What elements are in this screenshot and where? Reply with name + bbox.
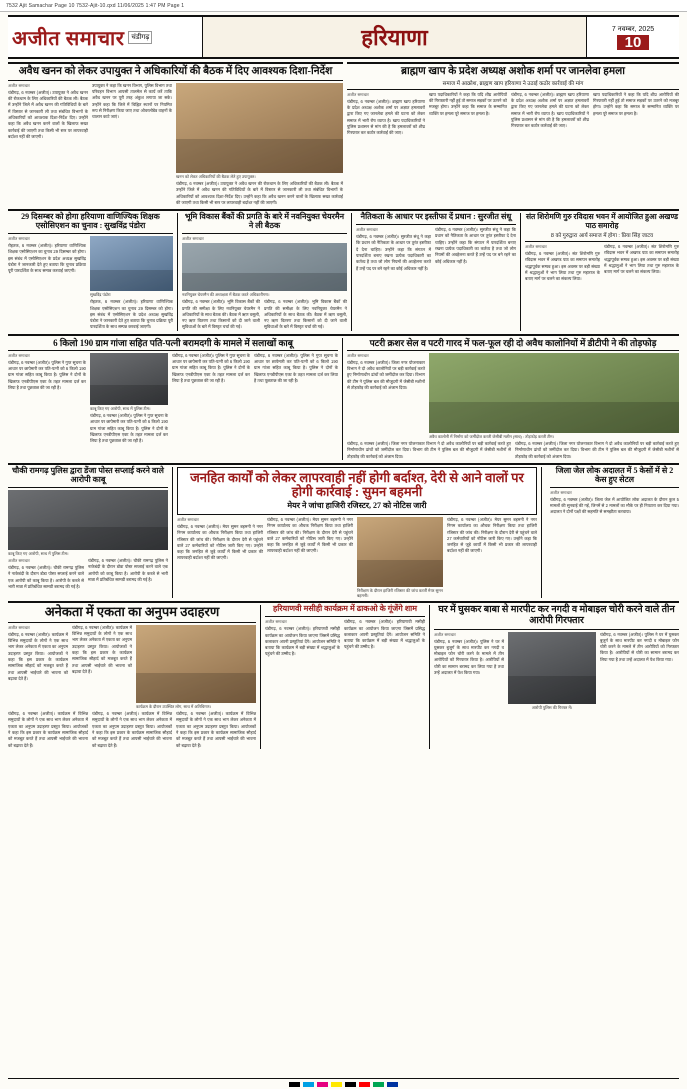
story-ravidas-bhawan — [520, 213, 679, 331]
photo-caption: काबू किए गए आरोपी, साथ में पुलिस टीम। — [90, 405, 151, 411]
subheadline: मेयर ने जांचा हाजिरी रजिस्टर, 27 को नोटिस जारी — [287, 500, 427, 510]
headline: घर में घुसकर बाबा से मारपीट कर नगदी व मोबाइल चोरी करने वाले तीन आरोपी गिरफ्तार — [434, 605, 679, 629]
story-jail-lok-adalat — [546, 467, 679, 598]
story-haryanvi-masihi — [260, 605, 425, 749]
subheadline: 8 को गुरुद्वारा आर्य समाज में होगा : प्रिया सिंह जाटव — [525, 231, 679, 242]
story-body-2: चंडीगढ़, 6 नवम्बर (अजीत)। पुलिस ने गुप्त सूचना के आधार पर छापेमारी कर पति-पत्नी को 6 किलो 190 ग्राम गांजा सहित काबू किया है। पुलिस ने दोनों के खिलाफ एनडीपीएस एक्ट के तहत मामला दर्ज कर लिया है तथा पूछताछ की जा रही है। — [90, 412, 168, 444]
issue-date: 7 नवम्बर, 2025 — [611, 25, 655, 33]
newspaper-logo: अजीत समाचार — [12, 27, 125, 50]
story-body: चंडीगढ़, 6 नवम्बर (अजीत)। चौकी रामगढ़ पुलिस ने नाकेबंदी के दौरान डोडा पोस्त सप्लाई करने वाले एक आरोपी को काबू किया है। आरोपी के कब्जे से भारी मात्रा में प्रतिबंधित सामग्री बरामद की गई है। — [8, 564, 84, 589]
print-topbar — [0, 0, 687, 12]
story-baba-marpeet — [429, 605, 679, 749]
story-body-3: चंडीगढ़, 6 नवम्बर (अजीत)। उपायुक्त ने अवैध खनन की रोकथाम के लिए अधिकारियों की बैठक ली। बैठक में उन्होंने जिले में अवैध खनन की गतिविधियों के बारे में विस्तार से जानकारी ली तथा संबंधित विभागों के अधिकारियों को आवश्यक दिशा-निर्देश दिए। उन्होंने कहा कि अवैध खनन करने वालों के खिलाफ सख्त कार्रवाई की जाएगी तथा किसी भी स्तर पर लापरवाही बर्दाश्त नहीं की जाएगी। — [176, 180, 343, 205]
story-body: चंडीगढ़, 6 नवम्बर (अजीत)। कार्यक्रम में विभिन्न समुदायों के लोगों ने एक साथ भाग लेकर अनेकता में एकता का अनुपम उदाहरण प्रस्तुत किया। आयोजकों ने कहा कि इस प्रकार के कार्यक्रम सामाजिक सौहार्द को मजबूत करते हैं तथा आपसी भाईचारे की भावना को बढ़ावा देते हैं। — [8, 631, 68, 681]
byline: अजीत समाचार — [177, 516, 199, 522]
story-photo — [429, 353, 679, 433]
story-photo — [357, 517, 443, 587]
photo-caption: कार्यक्रम के दौरान उपस्थित लोग, साथ में अतिथिगण। — [136, 703, 212, 709]
row-four — [8, 463, 679, 598]
story-body-2: चंडीगढ़, 6 नवम्बर (अजीत)। मेयर सुमन बहमनी ने नगर निगम कार्यालय का औचक निरीक्षण किया तथा हाजिरी रजिस्टर की जांच की। निरीक्षण के दौरान देरी से पहुंचने वाले 27 कर्मचारियों को नोटिस जारी किए गए। उन्होंने कहा कि जनहित से जुड़े कार्यों में किसी भी प्रकार की लापरवाही बर्दाश्त नहीं की जाएगी। — [267, 516, 353, 554]
photo-caption: निरीक्षण के दौरान हाजिरी रजिस्टर की जांच करतीं मेयर सुमन बहमनी। — [357, 587, 443, 599]
story-body: चंडीगढ़, 6 नवम्बर (अजीत)। पुलिस ने घर में घुसकर बुजुर्ग के साथ मारपीट कर नगदी व मोबाइल फोन चोरी करने के मामले में तीन आरोपियों को गिरफ्तार किया है। आरोपियों से चोरी का सामान बरामद कर लिया गया है तथा उन्हें अदालत में पेश किया गया। — [434, 638, 504, 676]
story-body: चंडीगढ़, 6 नवम्बर (अजीत)। सुरजीत संधू ने कहा कि प्रधान को नैतिकता के आधार पर तुरंत इस्तीफा दे देना चाहिए। उन्होंने कहा कि संगठन में पारदर्शिता बनाए रखना प्रत्येक पदाधिकारी का कर्तव्य है तथा जो लोग नियमों की अवहेलना करते हैं उन्हें पद पर बने रहने का कोई अधिकार नहीं है। — [356, 234, 431, 271]
byline: अजीत समाचार — [356, 227, 378, 233]
story-photo — [90, 236, 173, 291]
photo-caption: आरोपी पुलिस की गिरफ्त में। — [531, 704, 573, 710]
story-body: चंडीगढ़, 6 नवम्बर (अजीत)। मेयर सुमन बहमनी ने नगर निगम कार्यालय का औचक निरीक्षण किया तथा हाजिरी रजिस्टर की जांच की। निरीक्षण के दौरान देरी से पहुंचने वाले 27 कर्मचारियों को नोटिस जारी किए गए। उन्होंने कहा कि जनहित से जुड़े कार्यों में किसी भी प्रकार की लापरवाही बर्दाश्त नहीं की जाएगी। — [177, 523, 263, 561]
headline: जनहित कार्यों को लेकर लापरवाही नहीं होगी बर्दाश्त, देरी से आने वालों पर होगी कार्रवाई : सुमन बहमनी — [190, 469, 524, 500]
byline: अजीत समाचार — [182, 236, 204, 242]
story-body-2: चंडीगढ़, 6 नवम्बर (अजीत)। सुरजीत संधू ने कहा कि प्रधान को नैतिकता के आधार पर तुरंत इस्तीफा दे देना चाहिए। उन्होंने कहा कि संगठन में पारदर्शिता बनाए रखना प्रत्येक पदाधिकारी का कर्तव्य है तथा जो लोग नियमों की अवहेलना करते हैं उन्हें पद पर बने रहने का कोई अधिकार नहीं है। — [435, 227, 516, 264]
story-body: चंडीगढ़, 6 नवम्बर (अजीत)। पुलिस ने गुप्त सूचना के आधार पर छापेमारी कर पति-पत्नी को 6 किलो 190 ग्राम गांजा सहित काबू किया है। पुलिस ने दोनों के खिलाफ एनडीपीएस एक्ट के तहत मामला दर्ज कर लिया है तथा पूछताछ की जा रही है। — [8, 359, 86, 390]
headline: चौकी रामगढ़ पुलिस द्वारा डेंजा पोस्त सप्लाई करने वाले आरोपी काबू — [8, 467, 168, 488]
byline: अजीत समाचार — [525, 243, 547, 249]
story-photo — [8, 490, 168, 550]
story-body: चंडीगढ़, 6 नवम्बर (अजीत)। ब्राह्मण खाप हरियाणा के प्रदेश अध्यक्ष अशोक शर्मा पर अज्ञात हमलावरों द्वारा किए गए जानलेवा हमले की घटना को लेकर समाज में भारी रोष व्याप्त है। खाप पदाधिकारियों ने पुलिस प्रशासन से मांग की है कि हमलावरों को शीघ्र गिरफ्तार कर कठोर कार्रवाई की जाए। — [347, 98, 425, 136]
story-body-2: रोहतक, 6 नवम्बर (अजीत)। हरियाणा वाणिज्यिक शिक्षक एसोसिएशन का चुनाव 29 दिसम्बर को होगा। इस संबंध में एसोसिएशन के प्रदेश अध्यक्ष सुखविंद्र पंडोरा ने जानकारी देते हुए बताया कि चुनाव प्रक्रिया पूरी पारदर्शिता के साथ सम्पन्न करवाई जाएगी। — [90, 299, 173, 330]
headline: 6 किलो 190 ग्राम गांजा सहित पति-पत्नी बरामदगी के मामले में सलाखों काबू — [8, 338, 338, 351]
headline: अवैध खनन को लेकर उपायुक्त ने अधिकारियों की बैठक में दिए आवश्यक दिशा-निर्देश — [18, 66, 333, 77]
photo-caption: नवनियुक्त चेयरमैन की अध्यक्षता में बैठक करते अधिकारीगण। — [182, 292, 270, 298]
story-photo — [508, 632, 596, 704]
story-body-4: चंडीगढ़, 6 नवम्बर (अजीत)। पुलिस ने गुप्त सूचना के आधार पर छापेमारी कर पति-पत्नी को 6 किलो 190 ग्राम गांजा सहित काबू किया है। पुलिस ने दोनों के खिलाफ एनडीपीएस एक्ट के तहत मामला दर्ज कर लिया है तथा पूछताछ की जा रही है। — [254, 352, 338, 383]
story-body: चंडीगढ़, 6 नवम्बर (अजीत)। जिला जेल में आयोजित लोक अदालत के दौरान कुल 5 मामलों की सुनवाई की गई, जिनमें से 2 मामलों का मौके पर ही निपटारा कर दिया गया। अदालत ने दोनों पक्षों की सहमति से समझौता करवाया। — [550, 496, 679, 515]
story-body-3: चंडीगढ़, 6 नवम्बर (अजीत)। मेयर सुमन बहमनी ने नगर निगम कार्यालय का औचक निरीक्षण किया तथा हाजिरी रजिस्टर की जांच की। निरीक्षण के दौरान देरी से पहुंचने वाले 27 कर्मचारियों को नोटिस जारी किए गए। उन्होंने कहा कि जनहित से जुड़े कार्यों में किसी भी प्रकार की लापरवाही बर्दाश्त नहीं की जाएगी। — [447, 516, 537, 554]
story-body-4: खाप पदाधिकारियों ने कहा कि यदि शीघ्र आरोपियों की गिरफ्तारी नहीं हुई तो समाज सड़कों पर उतरने को मजबूर होगा। उन्होंने कहा कि समाज के सम्मानित व्यक्ति पर हमला पूरे समाज पर हमला है। — [593, 91, 679, 116]
lead-headline-box — [177, 467, 537, 515]
story-avaidh-khanan — [8, 62, 343, 206]
story-body: रोहतक, 6 नवम्बर (अजीत)। हरियाणा वाणिज्यिक शिक्षक एसोसिएशन का चुनाव 29 दिसम्बर को होगा। इस संबंध में एसोसिएशन के प्रदेश अध्यक्ष सुखविंद्र पंडोरा ने जानकारी देते हुए बताया कि चुनाव प्रक्रिया पूरी पारदर्शिता के साथ सम्पन्न करवाई जाएगी। — [8, 243, 86, 274]
masthead — [8, 15, 679, 59]
byline: अजीत समाचार — [8, 352, 30, 358]
headline: नैतिकता के आधार पर इस्तीफा दें प्रधान : सुरजीत संधू — [356, 213, 516, 225]
story-body: चंडीगढ़, 6 नवम्बर (अजीत)। उपायुक्त ने अवैध खनन की रोकथाम के लिए अधिकारियों की बैठक ली। बैठक में उन्होंने जिले में अवैध खनन की गतिविधियों के बारे में विस्तार से जानकारी ली तथा संबंधित विभागों के अधिकारियों को आवश्यक दिशा-निर्देश दिए। उन्होंने कहा कि अवैध खनन करने वालों के खिलाफ सख्त कार्रवाई की जाएगी तथा किसी भी स्तर पर लापरवाही बर्दाश्त नहीं की जाएगी। — [8, 89, 88, 139]
headline: 29 दिसम्बर को होगा हरियाणा वाणिज्यिक शिक्षक एसोसिएशन का चुनाव : सुखविंद्र पंडोरा — [8, 213, 173, 234]
byline: अजीत समाचार — [8, 236, 30, 242]
story-body-5: चंडीगढ़, 6 नवम्बर (अजीत)। कार्यक्रम में विभिन्न समुदायों के लोगों ने एक साथ भाग लेकर अनेकता में एकता का अनुपम उदाहरण प्रस्तुत किया। आयोजकों ने कहा कि इस प्रकार के कार्यक्रम सामाजिक सौहार्द को मजबूत करते हैं तथा आपसी भाईचारे की भावना को बढ़ावा देते हैं। — [176, 711, 256, 748]
story-photo — [90, 353, 168, 405]
headline: भूमि विकास बैंकों की प्रगति के बारे में नवनियुक्त चेयरमैन ने ली बैठक — [182, 213, 347, 234]
story-body: चंडीगढ़, 6 नवम्बर (अजीत)। संत शिरोमणि गुरु रविदास भवन में अखण्ड पाठ का समापन समारोह श्रद्धापूर्वक सम्पन्न हुआ। इस अवसर पर बड़ी संख्या में श्रद्धालुओं ने भाग लिया तथा गुरु महाराज के बताए मार्ग पर चलने का संकल्प लिया। — [525, 250, 600, 282]
byline: अजीत समाचार — [8, 557, 30, 563]
byline: अजीत समाचार — [550, 489, 572, 495]
masthead-left — [8, 17, 203, 57]
page-number: 10 — [617, 35, 650, 50]
story-body-3: चंडीगढ़, 6 नवम्बर (अजीत)। ब्राह्मण खाप हरियाणा के प्रदेश अध्यक्ष अशोक शर्मा पर अज्ञात हमलावरों द्वारा किए गए जानलेवा हमले की घटना को लेकर समाज में भारी रोष व्याप्त है। खाप पदाधिकारियों ने पुलिस प्रशासन से मांग की है कि हमलावरों को शीघ्र गिरफ्तार कर कठोर कार्रवाई की जाए। — [511, 91, 589, 129]
story-ramgarh-police — [8, 467, 168, 598]
print-topbar-text: 7532 Ajit Samachar Page 10 7532-Ajit-10.qxd 11/06/2025 1:47 PM Page 1 — [6, 2, 185, 9]
story-dtp-demolition — [342, 338, 679, 460]
byline: अजीत समाचार — [8, 82, 30, 88]
row-three — [8, 334, 679, 460]
photo-caption: अवैध कालोनी में निर्माण को जमींदोज करती जेसीबी मशीन (साथ) : तोड़फोड़ करती टीम। — [429, 433, 555, 439]
byline: अजीत समाचार — [434, 631, 456, 637]
story-mayor-inspection — [172, 467, 542, 598]
story-body-2: चंडीगढ़, 6 नवम्बर (अजीत)। कार्यक्रम में विभिन्न समुदायों के लोगों ने एक साथ भाग लेकर अनेकता में एकता का अनुपम उदाहरण प्रस्तुत किया। आयोजकों ने कहा कि इस प्रकार के कार्यक्रम सामाजिक सौहार्द को मजबूत करते हैं तथा आपसी भाईचारे की भावना को बढ़ावा देते हैं। — [72, 624, 132, 674]
row-five — [8, 601, 679, 749]
headline: संत शिरोमणि गुरु रविदास भवन में आयोजित हुआ अखण्ड पाठ समारोह — [525, 212, 679, 230]
photo-caption: काबू किए गए आरोपी, साथ में पुलिस टीम। — [8, 550, 69, 556]
story-ganja-case — [8, 338, 338, 460]
photo-caption: खनन को लेकर अधिकारियों की बैठक लेते हुए उपायुक्त। — [176, 173, 256, 179]
byline: अजीत समाचार — [347, 352, 369, 358]
story-body-2: चंडीगढ़, 6 नवम्बर (अजीत)। भूमि विकास बैंकों की प्रगति की समीक्षा के लिए नवनियुक्त चेयरमैन ने अधिकारियों के साथ बैठक की। बैठक में ऋण वसूली, नए ऋण वितरण तथा किसानों को दी जाने वाली सुविधाओं के बारे में विस्तृत चर्चा की गई। — [264, 299, 347, 330]
story-body-2: चंडीगढ़, 6 नवम्बर (अजीत)। पुलिस ने घर में घुसकर बुजुर्ग के साथ मारपीट कर नगदी व मोबाइल फोन चोरी करने के मामले में तीन आरोपियों को गिरफ्तार किया है। आरोपियों से चोरी का सामान बरामद कर लिया गया है तथा उन्हें अदालत में पेश किया गया। — [600, 631, 679, 662]
story-body-2: चंडीगढ़, 6 नवम्बर (अजीत)। हरियाणवी मसीही कार्यक्रम का आयोजन किया जाएगा जिसमें प्रसिद्ध कलाकार अपनी प्रस्तुतियां देंगे। आयोजन समिति ने बताया कि कार्यक्रम में बड़ी संख्या में श्रद्धालुओं के पहुंचने की उम्मीद है। — [344, 619, 425, 650]
story-body-3: चंडीगढ़, 6 नवम्बर (अजीत)। पुलिस ने गुप्त सूचना के आधार पर छापेमारी कर पति-पत्नी को 6 किलो 190 ग्राम गांजा सहित काबू किया है। पुलिस ने दोनों के खिलाफ एनडीपीएस एक्ट के तहत मामला दर्ज कर लिया है तथा पूछताछ की जा रही है। — [172, 352, 250, 383]
story-body-2: चंडीगढ़, 6 नवम्बर (अजीत)। संत शिरोमणि गुरु रविदास भवन में अखण्ड पाठ का समापन समारोह श्रद्धापूर्वक सम्पन्न हुआ। इस अवसर पर बड़ी संख्या में श्रद्धालुओं ने भाग लिया तथा गुरु महाराज के बताए मार्ग पर चलने का संकल्प लिया। — [604, 243, 679, 275]
print-color-bar — [0, 1082, 687, 1087]
story-photo — [182, 243, 347, 291]
story-body-2: उपायुक्त ने कहा कि खनन विभाग, पुलिस विभाग तथा परिवहन विभाग आपसी तालमेल से कार्य करें ताकि अवैध खनन पर पूरी तरह अंकुश लगाया जा सके। उन्होंने कहा कि जिले में चिह्नित स्थानों पर नियमित रूप से निरीक्षण किया जाए तथा ओवरलोडेड वाहनों के चालान काटे जाएं। — [92, 82, 172, 120]
story-photo — [176, 83, 343, 173]
byline: अजीत समाचार — [8, 624, 30, 630]
story-body-2: चंडीगढ़, 6 नवम्बर (अजीत)। जिला नगर योजनाकार विभाग ने दो अवैध कालोनियों पर बड़ी कार्रवाई करते हुए निर्माणाधीन ढांचों को जमींदोज कर दिया। विभाग की टीम ने पुलिस बल की मौजूदगी में जेसीबी मशीनों से तोड़फोड़ की कार्रवाई को अंजाम दिया। — [347, 440, 511, 459]
edition-city: चंडीगढ़ — [128, 31, 152, 44]
story-anekta-mein-ekta — [8, 605, 256, 749]
headline: अनेकता में एकता का अनुपम उदाहरण — [8, 605, 256, 623]
story-body: चंडीगढ़, 6 नवम्बर (अजीत)। हरियाणवी मसीही कार्यक्रम का आयोजन किया जाएगा जिसमें प्रसिद्ध कलाकार अपनी प्रस्तुतियां देंगे। आयोजन समिति ने बताया कि कार्यक्रम में बड़ी संख्या में श्रद्धालुओं के पहुंचने की उम्मीद है। — [265, 626, 340, 657]
footer-rule — [8, 1078, 679, 1079]
story-body: चंडीगढ़, 6 नवम्बर (अजीत)। जिला नगर योजनाकार विभाग ने दो अवैध कालोनियों पर बड़ी कार्रवाई करते हुए निर्माणाधीन ढांचों को जमींदोज कर दिया। विभाग की टीम ने पुलिस बल की मौजूदगी में जेसीबी मशीनों से तोड़फोड़ की कार्रवाई को अंजाम दिया। — [347, 359, 425, 390]
row-two — [8, 209, 679, 331]
masthead-right — [587, 17, 679, 57]
story-body-4: चंडीगढ़, 6 नवम्बर (अजीत)। कार्यक्रम में विभिन्न समुदायों के लोगों ने एक साथ भाग लेकर अनेकता में एकता का अनुपम उदाहरण प्रस्तुत किया। आयोजकों ने कहा कि इस प्रकार के कार्यक्रम सामाजिक सौहार्द को मजबूत करते हैं तथा आपसी भाईचारे की भावना को बढ़ावा देते हैं। — [92, 711, 172, 748]
story-body: चंडीगढ़, 6 नवम्बर (अजीत)। भूमि विकास बैंकों की प्रगति की समीक्षा के लिए नवनियुक्त चेयरमैन ने अधिकारियों के साथ बैठक की। बैठक में ऋण वसूली, नए ऋण वितरण तथा किसानों को दी जाने वाली सुविधाओं के बारे में विस्तृत चर्चा की गई। — [182, 299, 260, 330]
story-body-3: चंडीगढ़, 6 नवम्बर (अजीत)। जिला नगर योजनाकार विभाग ने दो अवैध कालोनियों पर बड़ी कार्रवाई करते हुए निर्माणाधीन ढांचों को जमींदोज कर दिया। विभाग की टीम ने पुलिस बल की मौजूदगी में जेसीबी मशीनों से तोड़फोड़ की कार्रवाई को अंजाम दिया। — [515, 440, 679, 459]
story-body-2: खाप पदाधिकारियों ने कहा कि यदि शीघ्र आरोपियों की गिरफ्तारी नहीं हुई तो समाज सड़कों पर उतरने को मजबूर होगा। उन्होंने कहा कि समाज के सम्मानित व्यक्ति पर हमला पूरे समाज पर हमला है। — [429, 91, 507, 116]
row-top — [8, 62, 679, 206]
story-photo — [136, 625, 256, 703]
story-bhumi-vikas-bank — [177, 213, 347, 331]
headline: ब्राह्मण खाप के प्रदेश अध्यक्ष अशोक शर्मा पर जानलेवा हमला — [400, 66, 625, 77]
photo-caption: सुखविंद्र पंडोरा — [90, 292, 111, 298]
story-association-chunav — [8, 213, 173, 331]
story-body-2: चंडीगढ़, 6 नवम्बर (अजीत)। चौकी रामगढ़ पुलिस ने नाकेबंदी के दौरान डोडा पोस्त सप्लाई करने वाले एक आरोपी को काबू किया है। आरोपी के कब्जे से भारी मात्रा में प्रतिबंधित सामग्री बरामद की गई है। — [88, 557, 168, 582]
headline: हरियाणवी मसीही कार्यक्रम में ढाकओ के गूंजेंगे शाम — [265, 605, 425, 617]
story-naitikta-istifa — [351, 213, 516, 331]
headline: पटरी क्रशर सेल व पटरी गारद में फल-फूल रही दो अवैध कालोनियों में डीटीपी ने की तोड़फोड़ — [347, 338, 679, 351]
section-title: हरियाणा — [361, 25, 428, 50]
byline: अजीत समाचार — [265, 619, 287, 625]
story-body-3: चंडीगढ़, 6 नवम्बर (अजीत)। कार्यक्रम में विभिन्न समुदायों के लोगों ने एक साथ भाग लेकर अनेकता में एकता का अनुपम उदाहरण प्रस्तुत किया। आयोजकों ने कहा कि इस प्रकार के कार्यक्रम सामाजिक सौहार्द को मजबूत करते हैं तथा आपसी भाईचारे की भावना को बढ़ावा देते हैं। — [8, 711, 88, 748]
byline: अजीत समाचार — [347, 91, 369, 97]
subheadline: समाज में आक्रोश, ब्राह्मण खाप हरियाणा ने उठाई कठोर कार्रवाई की मांग — [442, 80, 584, 87]
headline: जिला जेल लोक अदालत में 5 केसों में से 2 केस हुए सेटल — [550, 467, 679, 488]
story-brahman-khap — [347, 62, 679, 206]
section-banner — [203, 17, 587, 57]
